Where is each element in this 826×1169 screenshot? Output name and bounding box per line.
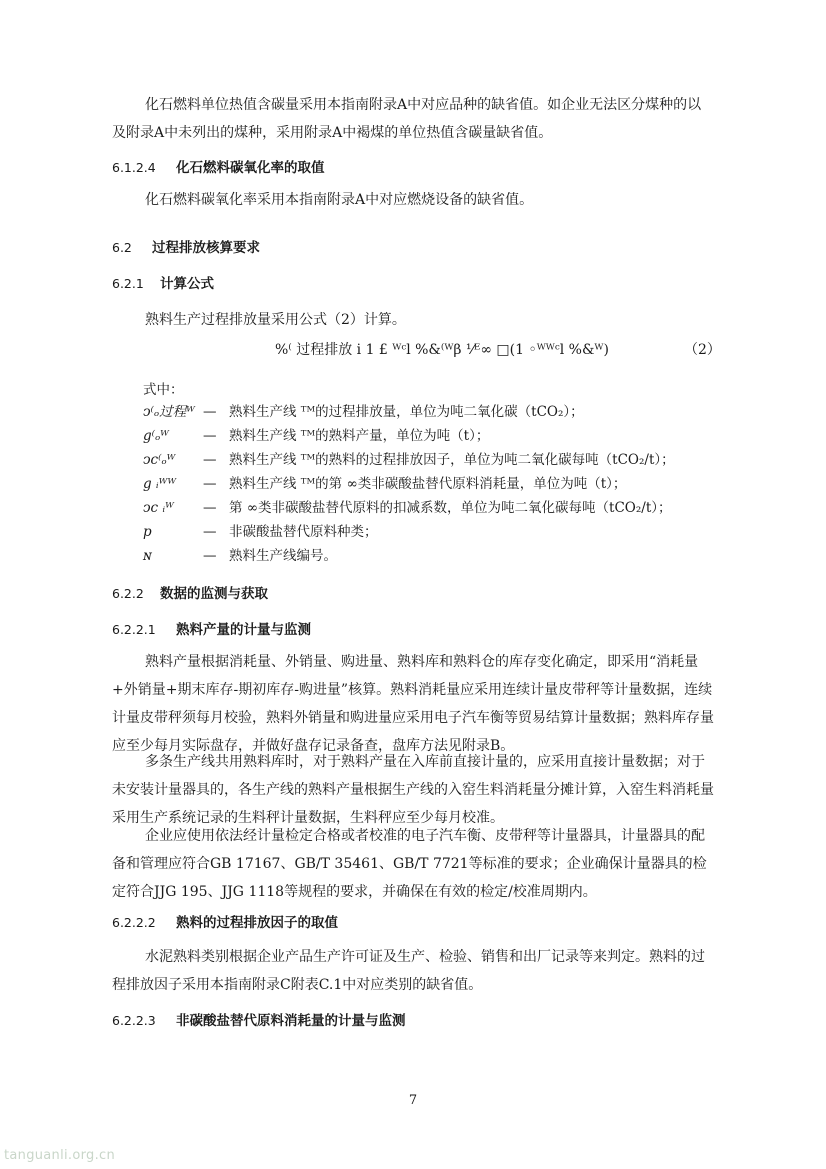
heading-number: 6.1.2.4 <box>112 160 156 175</box>
definition-row <box>143 402 584 422</box>
heading-title: 计算公式 <box>160 276 214 292</box>
heading-number: 6.2.2.1 <box>112 622 156 637</box>
heading-title: 非碳酸盐替代原料消耗量的计量与监测 <box>176 1013 406 1029</box>
watermark: tanguanli.org.cn <box>4 1148 115 1163</box>
heading-number: 6.2.2.2 <box>112 915 156 930</box>
heading-6-2-2-1 <box>112 620 311 640</box>
definition-symbol: ↄc⁽ₒᵂ <box>143 452 176 468</box>
definition-dash: — <box>203 548 217 564</box>
heading-6-2 <box>112 238 260 258</box>
definition-dash: — <box>203 524 217 540</box>
heading-number: 6.2.2 <box>112 586 144 601</box>
page-number: 7 <box>408 1093 418 1108</box>
definition-symbol: g⁽ₒᵂ <box>143 428 169 444</box>
paragraph-formula-intro: 熟料生产过程排放量采用公式（2）计算。 <box>145 312 406 328</box>
definition-text: 第 ∞类非碳酸盐替代原料的扣减系数，单位为吨二氧化碳每吨（tCO₂/t）； <box>229 500 672 516</box>
definition-text: 熟料生产线 ᵀᴹ的熟料产量，单位为吨（t）； <box>229 428 490 444</box>
heading-title: 化石燃料碳氧化率的取值 <box>176 160 325 176</box>
heading-6-2-2-2 <box>112 913 338 933</box>
definition-dash: — <box>203 428 217 444</box>
definition-row <box>143 450 675 470</box>
heading-number: 6.2.2.3 <box>112 1013 156 1028</box>
heading-6-2-2 <box>112 584 268 604</box>
heading-title: 熟料的过程排放因子的取值 <box>176 915 338 931</box>
definition-row <box>143 522 378 542</box>
heading-number: 6.2 <box>112 240 132 255</box>
heading-title: 数据的监测与获取 <box>160 586 268 602</box>
formula-2: %⁽ 过程排放 i 1 £ ᵂᶜl %&⁽ᵂβ ⅟ᴱ∞ □(1 ◦ᵂᵂᶜl %&ᵂ) <box>275 342 609 358</box>
where-label: 式中： <box>143 382 184 398</box>
definition-text: 熟料生产线 ᵀᴹ的熟料的过程排放因子，单位为吨二氧化碳每吨（tCO₂/t）； <box>229 452 675 468</box>
paragraph-emission-factor: 水泥熟料类别根据企业产品生产许可证及生产、检验、销售和出厂记录等来判定。熟料的过程排放因子采用本指南附录C附表C.1中对应类别的缺省值。 <box>112 949 705 993</box>
definition-symbol: ↄ⁽ₒ过程ᵂ <box>143 404 195 420</box>
definition-symbol: p <box>143 524 152 540</box>
definition-symbol: ɴ <box>143 548 152 564</box>
definition-text: 非碳酸盐替代原料种类； <box>229 524 378 540</box>
definition-symbol: ↄc ᵢᵂ <box>143 500 174 516</box>
definition-text: 熟料生产线编号。 <box>229 548 337 564</box>
paragraph-carbon-content: 化石燃料单位热值含碳量采用本指南附录A中对应品种的缺省值。如企业无法区分煤种的以及附录A中未列出的煤种，采用附录A中褐煤的单位热值含碳量缺省值。 <box>112 97 702 141</box>
paragraph-shared-storage: 多条生产线共用熟料库时，对于熟料产量在入库前直接计量的，应采用直接计量数据；对于未安装计量器具的，各生产线的熟料产量根据生产线的入窑生料消耗量分摊计算，入窑生料消耗量采用生产系统记录的生料秤计量数据，生料秤应至少每月校准。 <box>112 754 714 826</box>
heading-6-2-2-3 <box>112 1011 406 1031</box>
definition-dash: — <box>203 452 217 468</box>
definition-text: 熟料生产线 ᵀᴹ的第 ∞类非碳酸盐替代原料消耗量，单位为吨（t）； <box>229 476 627 492</box>
definition-row <box>143 498 672 518</box>
equation-number: （2） <box>684 342 721 358</box>
definition-text: 熟料生产线 ᵀᴹ的过程排放量，单位为吨二氧化碳（tCO₂）； <box>229 404 584 420</box>
definition-dash: — <box>203 404 217 420</box>
definition-row <box>143 474 626 494</box>
definition-symbol: g ᵢᵂᵂ <box>143 476 177 492</box>
paragraph-metering-instruments: 企业应使用依法经计量检定合格或者校准的电子汽车衡、皮带秤等计量器具，计量器具的配备和管理应符合GB 17167、GB/T 35461、GB/T 7721等标准的要求；企业确保计量器具的检定符合JJG 195、JJG 1118等规程的要求，并确保在有效的检定/校准周期内。 <box>112 828 707 900</box>
heading-6-2-1 <box>112 274 214 294</box>
heading-title: 熟料产量的计量与监测 <box>176 622 311 638</box>
heading-6-1-2-4 <box>112 158 325 178</box>
paragraph-clinker-output: 熟料产量根据消耗量、外销量、购进量、熟料库和熟料仓的库存变化确定，即采用“消耗量+外销量+期末库存-期初库存-购进量”核算。熟料消耗量应采用连续计量皮带秤等计量数据，连续计量皮带秤须每月校验，熟料外销量和购进量应采用电子汽车衡等贸易结算计量数据；熟料库存量应至少每月实际盘存，并做好盘存记录备查，盘库方法见附录B。 <box>112 654 714 754</box>
definition-row <box>143 546 337 566</box>
paragraph-oxidation-rate: 化石燃料碳氧化率采用本指南附录A中对应燃烧设备的缺省值。 <box>145 192 534 208</box>
heading-number: 6.2.1 <box>112 276 144 291</box>
definition-dash: — <box>203 500 217 516</box>
definition-dash: — <box>203 476 217 492</box>
heading-title: 过程排放核算要求 <box>152 240 260 256</box>
definition-row <box>143 426 489 446</box>
